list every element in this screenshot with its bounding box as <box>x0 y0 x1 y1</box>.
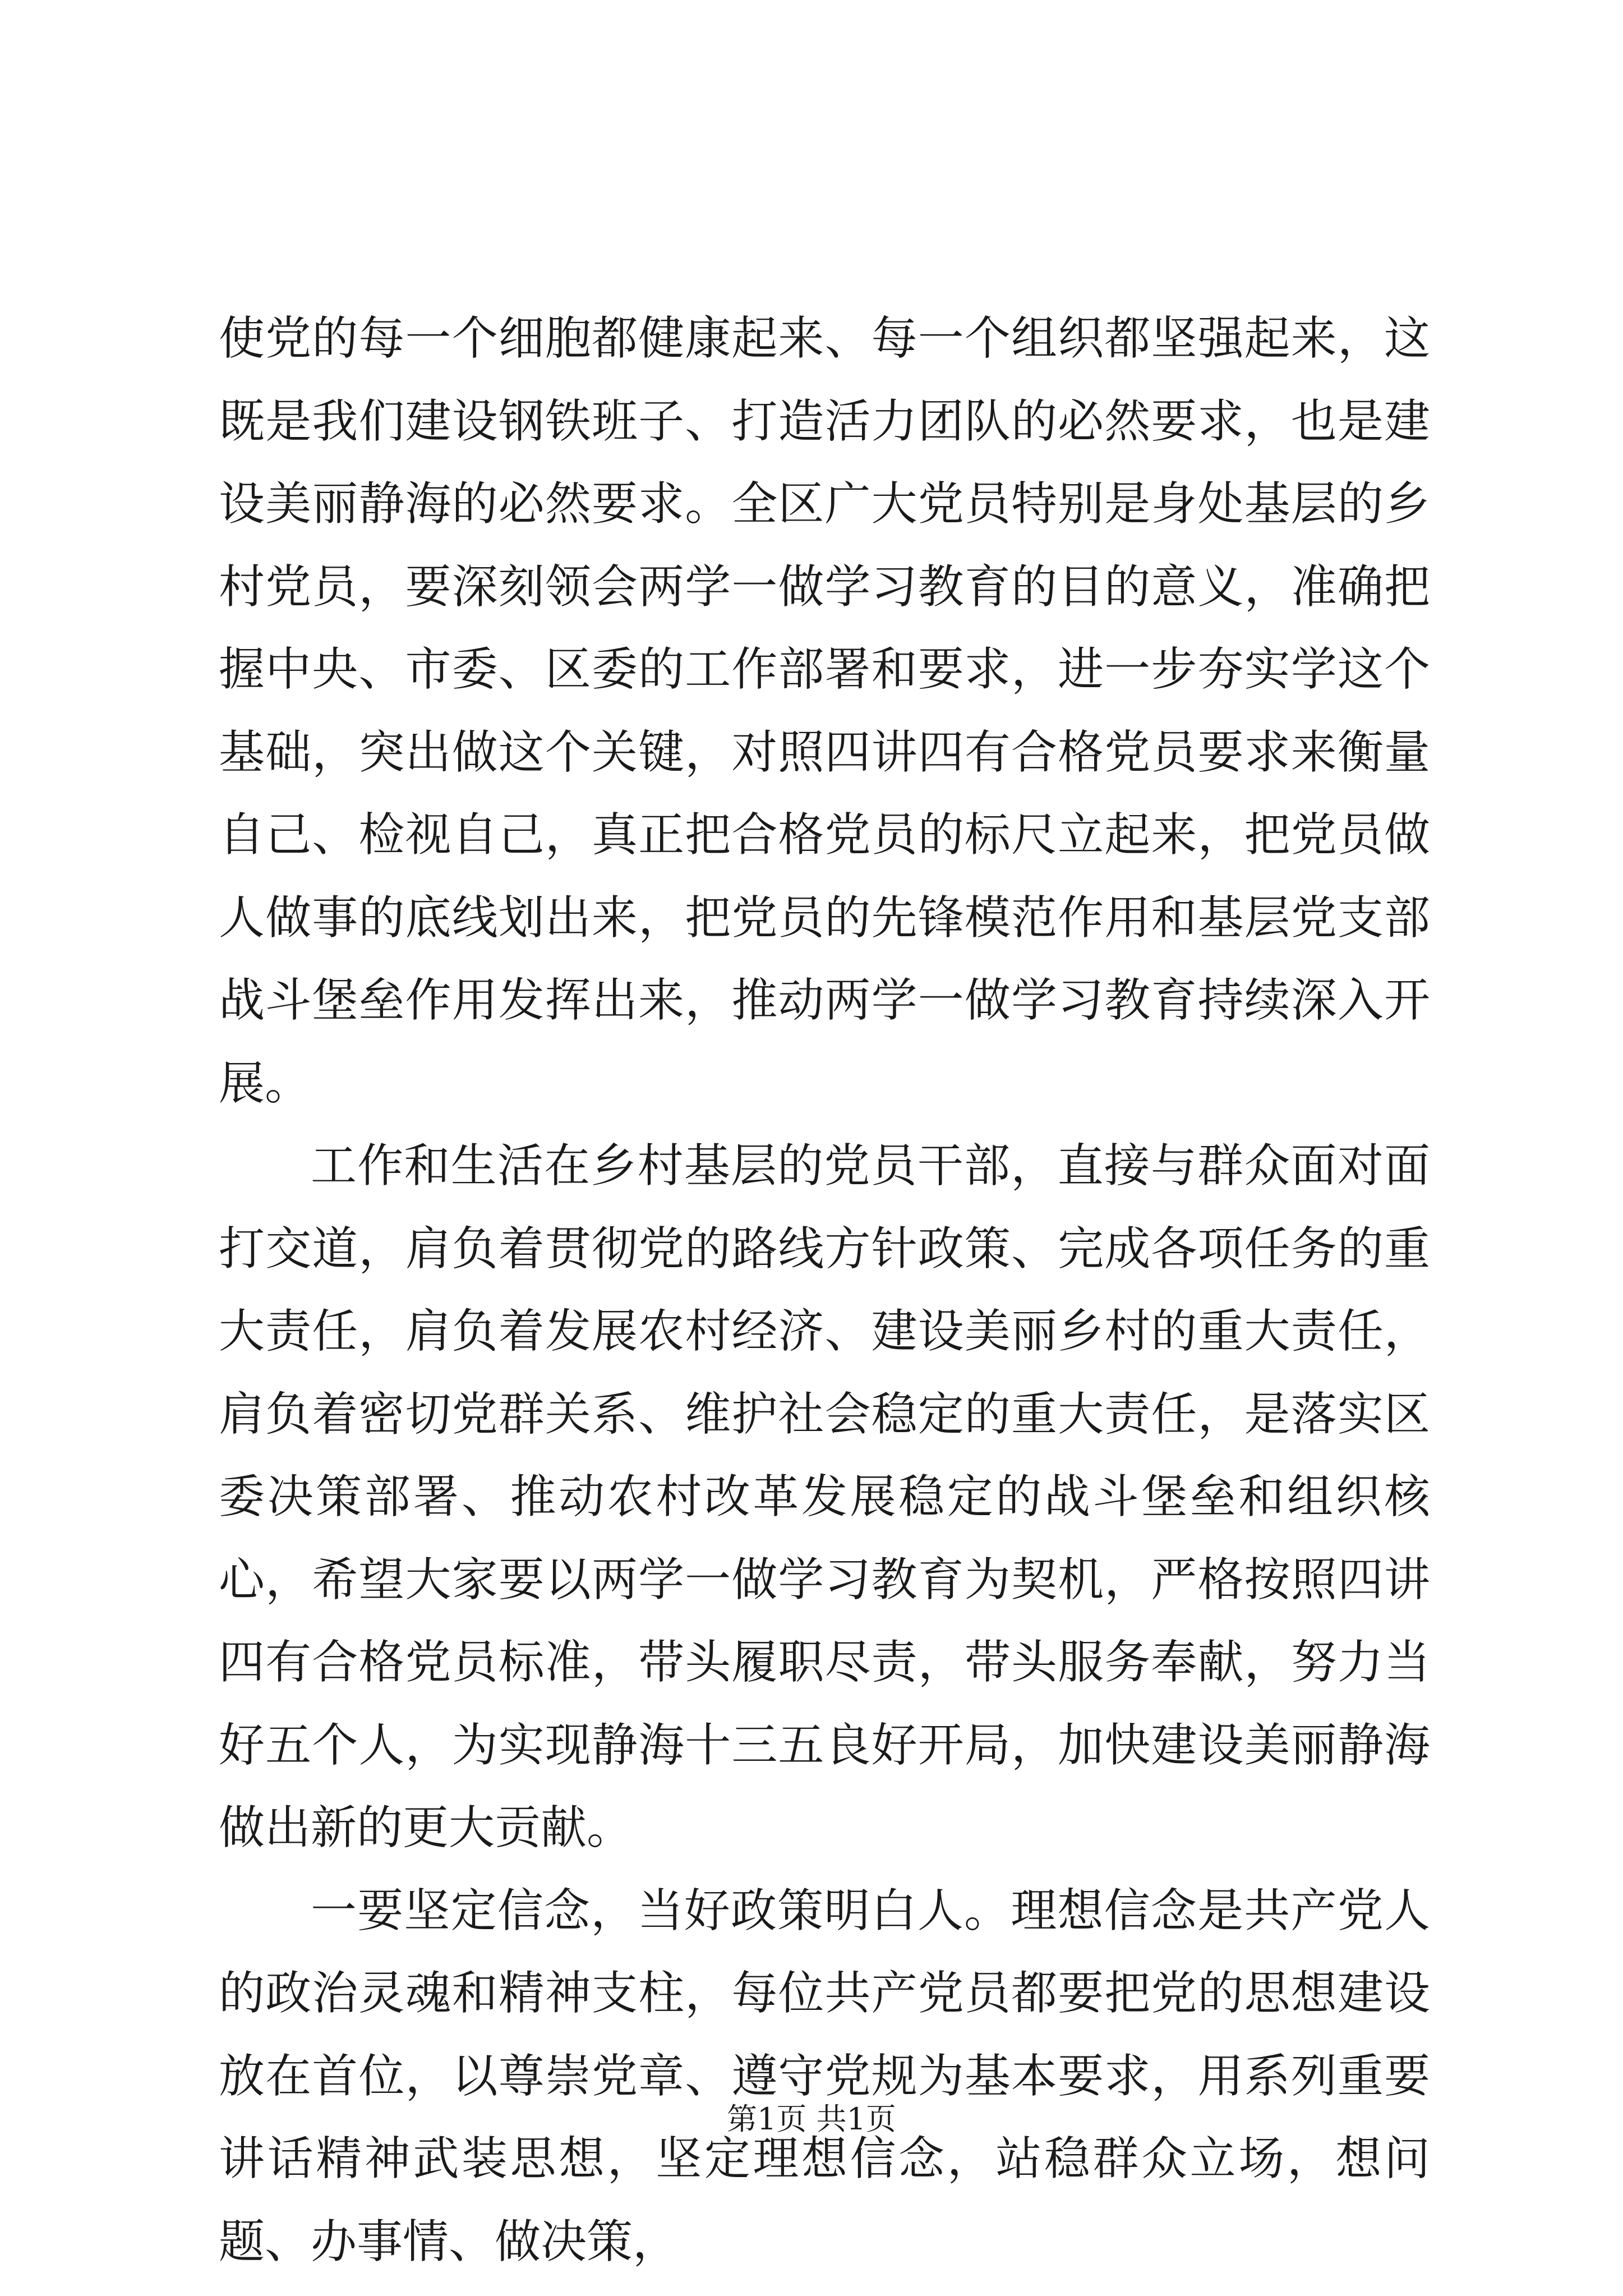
document-body <box>219 297 1430 2283</box>
page-footer: 第1页 共1页 <box>727 2101 896 2137</box>
paragraph-1: 使党的每一个细胞都健康起来、每一个组织都坚强起来，这既是我们建设钢铁班子、打造活力团队的必然要求，也是建设美丽静海的必然要求。全区广大党员特别是身处基层的乡村党员，要深刻领会两学一做学习教育的目的意义，准确把握中央、市委、区委的工作部署和要求，进一步夯实学这个基础，突出做这个关键，对照四讲四有合格党员要求来衡量自己、检视自己，真正把合格党员的标尺立起来，把党员做人做事的底线划出来，把党员的先锋模范作用和基层党支部战斗堡垒作用发挥出来，推动两学一做学习教育持续深入开展。 <box>219 312 1430 1110</box>
paragraph-3: 一要坚定信念，当好政策明白人。理想信念是共产党人的政治灵魂和精神支柱，每位共产党员都要把党的思想建设放在首位，以尊崇党章、遵守党规为基本要求，用系列重要讲话精神武装思想，坚定理想信念，站稳群众立场，想问题、办事情、做决策， <box>219 1884 1430 2269</box>
paragraph-2: 工作和生活在乡村基层的党员干部，直接与群众面对面打交道，肩负着贯彻党的路线方针政策、完成各项任务的重大责任，肩负着发展农村经济、建设美丽乡村的重大责任，肩负着密切党群关系、维护社会稳定的重大责任，是落实区委决策部署、推动农村改革发展稳定的战斗堡垒和组织核心，希望大家要以两学一做学习教育为契机，严格按照四讲四有合格党员标准，带头履职尽责，带头服务奉献，努力当好五个人，为实现静海十三五良好开局，加快建设美丽静海做出新的更大贡献。 <box>219 1139 1430 1855</box>
